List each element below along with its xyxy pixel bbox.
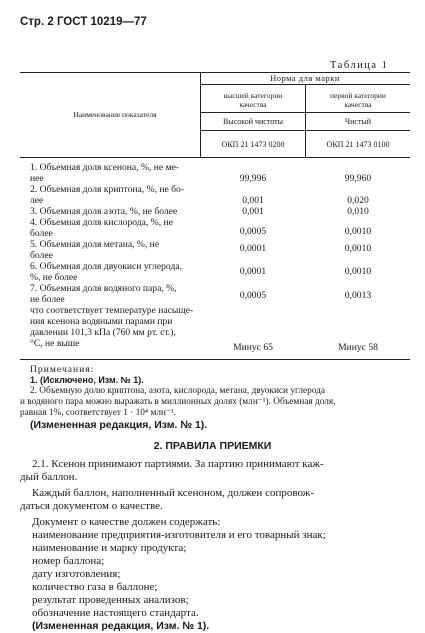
row-6-l2: %, не более	[30, 272, 78, 283]
row-1-v2: 99,960	[344, 173, 372, 184]
row-2-v2: 0,020	[347, 195, 369, 206]
row-8-v1: Минус 65	[233, 342, 273, 353]
row-8-v2: Минус 58	[338, 342, 378, 353]
row-6-l1: 6. Объемная доля двуокиси углерода,	[30, 261, 182, 272]
note-2-line3: равная 1%, соответствует 1 · 10⁴ млн⁻¹.	[20, 408, 176, 418]
note-2-line2: и водяного пара можно выражать в миллионных долях (млн⁻¹). Объемная доля,	[20, 397, 336, 407]
body-edition: (Измененная редакция, Изм. № 1).	[32, 620, 210, 632]
cat2-header	[306, 91, 410, 109]
row-5-l2: более	[30, 250, 53, 261]
row-6-v2: 0,0010	[344, 266, 372, 277]
list-item-3: номер баллона;	[32, 555, 105, 567]
col-norm-header: Норма для марки	[270, 73, 340, 83]
row-2-label	[30, 184, 184, 206]
row-7-l1: 7. Объемная доля водяного пара, %,	[30, 283, 177, 294]
row-2-l2: лее	[30, 195, 44, 206]
list-item-2: наименование и марку продукта;	[32, 542, 187, 554]
purity1-header: Высокой чистоты	[222, 117, 284, 126]
row-3-l1: 3. Объемная доля азота, %, не более	[30, 206, 178, 217]
table-bottom-rule	[20, 359, 410, 360]
para-2-line2: даться документом о качестве.	[20, 500, 163, 512]
row-2-l1: 2. Объемная доля криптона, %, не бо-	[30, 184, 185, 195]
row-4-v2: 0,0010	[344, 226, 372, 237]
row-8-label	[30, 305, 193, 349]
table-header-bottom-rule	[20, 157, 410, 158]
notes-title: Примечания:	[30, 364, 95, 375]
para-2-line1: Каждый баллон, наполненный ксеноном, должен сопровож-	[32, 487, 314, 499]
cat1-line2: качества	[239, 100, 267, 109]
col-param-header: Наименование показателя	[73, 110, 157, 119]
page-header: Стр. 2 ГОСТ 10219—77	[20, 16, 147, 28]
row-5-label	[30, 239, 159, 261]
list-item-1: наименование предприятия-изготовителя и его товарный знак;	[32, 529, 326, 541]
row-3-label	[30, 206, 177, 217]
row-8-l4: °С, не выше	[30, 338, 80, 349]
row-3-v1: 0,001	[242, 206, 264, 217]
row-1-label	[30, 162, 179, 184]
section-heading: 2. ПРАВИЛА ПРИЕМКИ	[153, 440, 272, 452]
row-5-v2: 0,0010	[344, 243, 372, 254]
table-title: Таблица 1	[330, 60, 389, 71]
row-4-l1: 4. Объемная доля кислорода, %, не	[30, 217, 173, 228]
row-8-l3: давлении 101,3 кПа (760 мм рт. ст.),	[30, 327, 176, 338]
row-5-l1: 5. Объемная доля метана, %, не	[30, 239, 160, 250]
list-item-6: результат проведенных анализов;	[32, 594, 189, 606]
row-7-label	[30, 283, 177, 305]
row-1-l2: нее	[30, 173, 44, 184]
para-3: Документ о качестве должен содержать:	[32, 516, 221, 528]
para-1-line2: дый баллон.	[20, 471, 78, 483]
row-8-l1: что соответствует температуре насыще-	[30, 305, 194, 316]
row-4-l2: более	[30, 228, 53, 239]
row-5-v1: 0,0001	[239, 243, 267, 254]
table-cat-rule	[200, 112, 410, 113]
row-7-v1: 0,0005	[239, 290, 267, 301]
row-4-label	[30, 217, 173, 239]
list-item-4: дату изготовления;	[32, 568, 121, 580]
row-3-v2: 0,010	[347, 206, 369, 217]
row-7-l2: не более	[30, 294, 65, 305]
list-item-5: количество газа в баллоне;	[32, 581, 158, 593]
note-1: 1. (Исключено, Изм. № 1).	[30, 375, 144, 385]
cat2-line2: качества	[344, 100, 372, 109]
notes-edition: (Измененная редакция, Изм. № 1).	[30, 419, 208, 431]
okp2-code: ОКП 21 1473 0100	[326, 140, 390, 149]
note-2-line1: 2. Объемную долю криптона, азота, кислорода, метана, двуокиси углерода	[30, 386, 325, 396]
row-1-l1: 1. Объемная доля ксенона, %, не ме-	[30, 162, 180, 173]
table-top-rule	[20, 72, 410, 73]
para-1-line1: 2.1. Ксенон принимают партиями. За партию принимают каж-	[32, 458, 324, 470]
row-6-label	[30, 261, 182, 283]
row-1-v1: 99,996	[239, 173, 267, 184]
purity2-header: Чистый	[344, 117, 372, 126]
row-4-v1: 0,0005	[239, 226, 267, 237]
row-8-l2: ния ксенона водяными парами при	[30, 316, 173, 327]
row-2-v1: 0,001	[242, 195, 264, 206]
row-6-v1: 0,0001	[239, 266, 267, 277]
table-purity-rule	[200, 130, 410, 131]
okp1-code: ОКП 21 1473 0200	[221, 140, 285, 149]
cat1-line1: высшей категории	[223, 91, 283, 100]
list-item-7: обозначение настоящего стандарта.	[32, 607, 199, 619]
cat2-line1: первой категории	[330, 91, 386, 100]
row-7-v2: 0,0013	[344, 290, 372, 301]
cat1-header	[202, 91, 304, 109]
